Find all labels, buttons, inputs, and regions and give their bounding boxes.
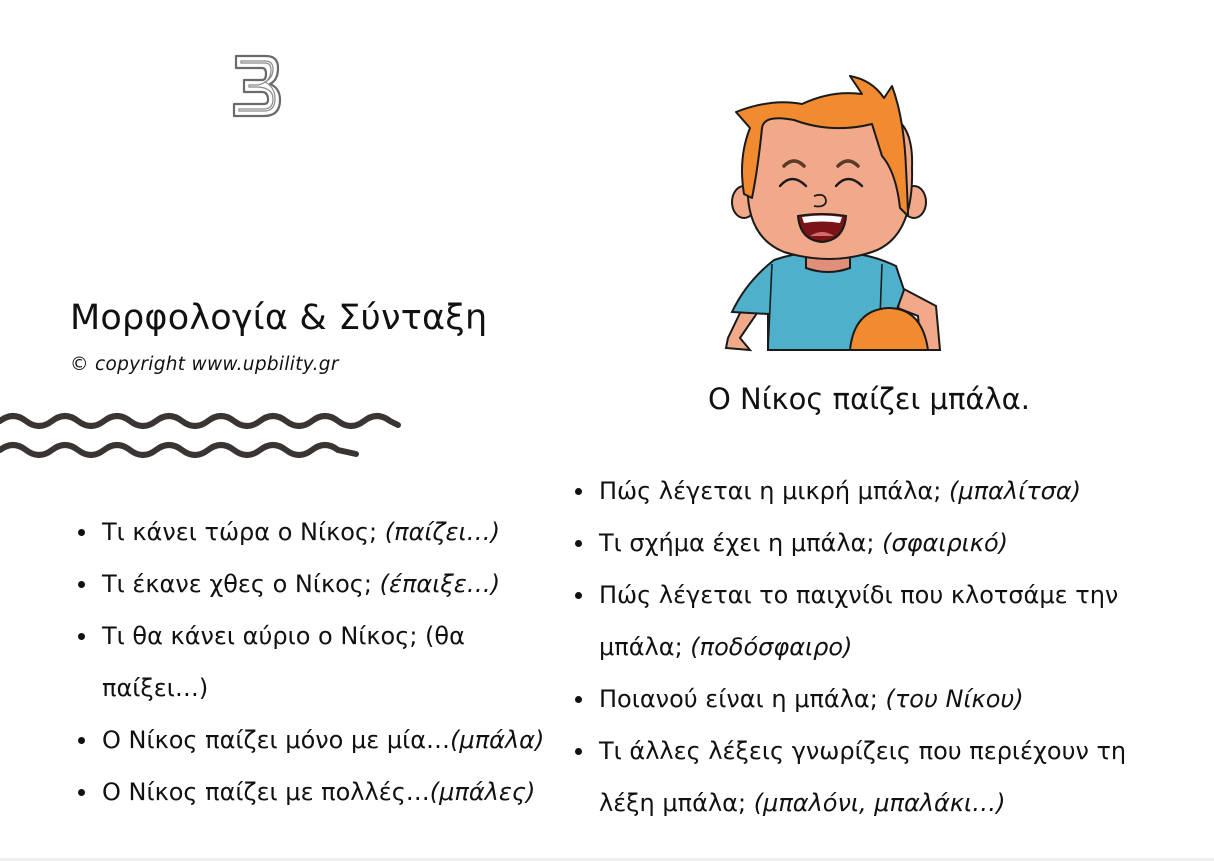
list-item: Τι άλλες λέξεις γνωρίζεις που περιέχουν τη λέξη μπάλα; (μπαλόνι, μπαλάκι…) — [567, 725, 1157, 829]
page-title: Μορφολογία & Σύνταξη — [70, 298, 488, 338]
answer-hint: (του Νίκου) — [885, 685, 1024, 713]
boy-with-ball-illustration — [722, 68, 944, 352]
copyright-notice: © copyright www.upbility.gr — [70, 354, 339, 375]
list-item: Πώς λέγεται η μικρή μπάλα; (μπαλίτσα) — [567, 465, 1157, 517]
left-question-list — [70, 506, 550, 818]
list-item: Πώς λέγεται το παιχνίδι που κλοτσάμε την μπάλα; (ποδόσφαιρο) — [567, 569, 1157, 673]
list-item: Ποιανού είναι η μπάλα; (του Νίκου) — [567, 673, 1157, 725]
answer-hint: (μπαλόνι, μπαλάκι…) — [753, 789, 1006, 817]
right-question-list — [567, 465, 1157, 829]
list-item: Τι σχήμα έχει η μπάλα; (σφαιρικό) — [567, 517, 1157, 569]
answer-hint: (ποδόσφαιρο) — [690, 633, 853, 661]
wave-decoration-icon — [0, 405, 410, 465]
answer-hint: (παίζει…) — [384, 518, 501, 546]
answer-hint: (μπάλες) — [429, 778, 536, 806]
illustration-caption: Ο Νίκος παίζει μπάλα. — [708, 382, 1031, 416]
list-item: Ο Νίκος παίζει μόνο με μία…(μπάλα) — [70, 714, 550, 766]
list-item: Τι έκανε χθες ο Νίκος; (έπαιξε…) — [70, 558, 550, 610]
list-item: Τι κάνει τώρα ο Νίκος; (παίζει…) — [70, 506, 550, 558]
page-number-icon — [228, 52, 282, 120]
answer-hint: (μπαλίτσα) — [948, 477, 1082, 505]
answer-hint: (έπαιξε…) — [379, 570, 501, 598]
list-item: Ο Νίκος παίζει με πολλές…(μπάλες) — [70, 766, 550, 818]
list-item: Τι θα κάνει αύριο ο Νίκος; (θα παίξει…) — [70, 610, 482, 714]
answer-hint: (σφαιρικό) — [882, 529, 1008, 557]
answer-hint: (μπάλα) — [450, 726, 545, 754]
